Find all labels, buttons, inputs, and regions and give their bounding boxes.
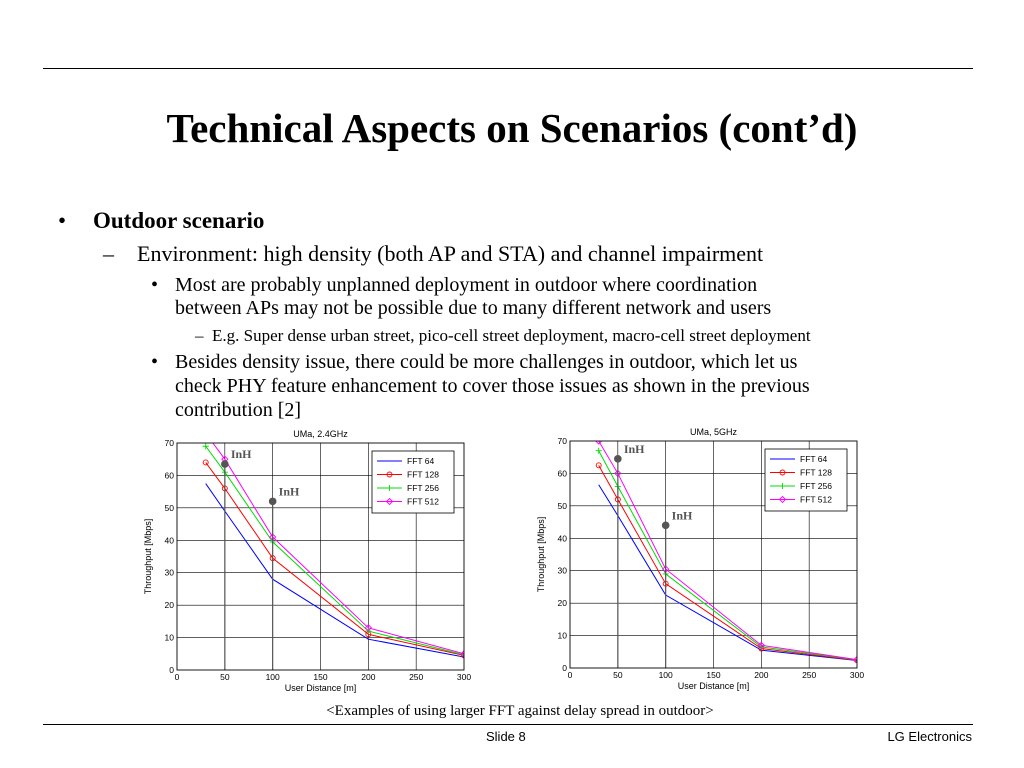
y-tick-label: 0: [562, 663, 567, 673]
bullet-unplanned-line2: between APs may not be possible due to many different network and users: [175, 297, 772, 319]
legend-label: FFT 512: [800, 494, 832, 505]
dash-marker: –: [103, 241, 114, 266]
x-axis-label: User Distance [m]: [284, 683, 357, 693]
legend-label: FFT 512: [407, 496, 439, 507]
annotation-label: InH: [230, 447, 252, 462]
x-tick-label: 0: [567, 670, 573, 680]
x-tick-label: 200: [361, 672, 376, 682]
chart-uma-2-4ghz: [140, 423, 485, 703]
x-tick-label: 50: [220, 672, 230, 682]
bullet-unplanned-line1: Most are probably unplanned deployment in outdoor where coordination: [175, 274, 758, 296]
y-tick-label: 50: [557, 500, 567, 511]
x-tick-label: 250: [409, 672, 424, 682]
chart-title: UMa, 5GHz: [689, 427, 738, 437]
y-tick-label: 40: [557, 533, 567, 544]
figure-caption: <Examples of using larger FFT against delay spread in outdoor>: [326, 703, 714, 719]
y-axis-label: Throughput [Mbps]: [143, 518, 153, 595]
annotation-dot: [221, 460, 229, 468]
footer-company: LG Electronics: [887, 729, 972, 744]
legend-label: FFT 128: [407, 469, 439, 480]
annotation-dot: [614, 455, 622, 463]
data-point: [203, 430, 209, 436]
chart-uma-5ghz: [533, 421, 878, 701]
y-tick-label: 40: [164, 535, 174, 546]
y-tick-label: 10: [164, 632, 174, 643]
legend-label: FFT 128: [800, 467, 832, 478]
bullet-marker: •: [151, 351, 159, 373]
bullet-density-line2: check PHY feature enhancement to cover those issues as shown in the previous: [175, 375, 810, 397]
x-tick-label: 100: [658, 670, 673, 680]
x-tick-label: 150: [313, 672, 328, 682]
x-tick-label: 250: [802, 670, 817, 680]
slide-title: Technical Aspects on Scenarios (cont’d): [166, 105, 858, 151]
x-tick-label: 0: [174, 672, 180, 682]
bullet-marker: •: [58, 208, 67, 233]
x-tick-label: 300: [849, 670, 865, 680]
annotation-label: InH: [623, 441, 645, 456]
x-tick-label: 100: [265, 672, 280, 682]
dash-marker: –: [195, 326, 204, 345]
y-tick-label: 10: [557, 630, 567, 641]
y-tick-label: 50: [164, 502, 174, 513]
x-tick-label: 200: [754, 670, 769, 680]
y-tick-label: 30: [164, 567, 174, 578]
slide-number: Slide 8: [486, 729, 526, 744]
x-tick-label: 150: [706, 670, 721, 680]
bullet-density-line3: contribution [2]: [175, 399, 302, 421]
y-tick-label: 30: [557, 565, 567, 576]
annotation-dot: [269, 498, 277, 506]
legend-label: FFT 64: [800, 454, 828, 464]
annotation-dot: [662, 522, 670, 530]
legend-label: FFT 64: [407, 456, 435, 466]
x-axis-label: User Distance [m]: [677, 681, 750, 691]
bullet-environment: Environment: high density (both AP and STA) and channel impairment: [137, 241, 764, 266]
bullet-outdoor-scenario: Outdoor scenario: [93, 208, 265, 233]
legend-label: FFT 256: [407, 483, 439, 493]
bullet-marker: •: [151, 274, 159, 296]
x-tick-label: 50: [613, 670, 623, 680]
y-tick-label: 20: [557, 598, 567, 609]
y-tick-label: 60: [164, 470, 174, 481]
chart-title: UMa, 2.4GHz: [293, 429, 348, 439]
y-axis-label: Throughput [Mbps]: [536, 516, 546, 593]
y-tick-label: 60: [557, 468, 567, 479]
footer-rule: [43, 724, 973, 725]
y-tick-label: 70: [164, 438, 174, 448]
annotation-label: InH: [278, 484, 300, 499]
x-tick-label: 300: [456, 672, 472, 682]
top-rule: [43, 68, 973, 69]
y-tick-label: 0: [169, 665, 174, 675]
legend-label: FFT 256: [800, 481, 832, 491]
annotation-label: InH: [671, 508, 693, 523]
y-tick-label: 20: [164, 600, 174, 611]
bullet-density-line1: Besides density issue, there could be more challenges in outdoor, which let us: [175, 351, 798, 373]
bullet-example: E.g. Super dense urban street, pico-cell street deployment, macro-cell street deployment: [212, 326, 811, 345]
y-tick-label: 70: [557, 436, 567, 446]
